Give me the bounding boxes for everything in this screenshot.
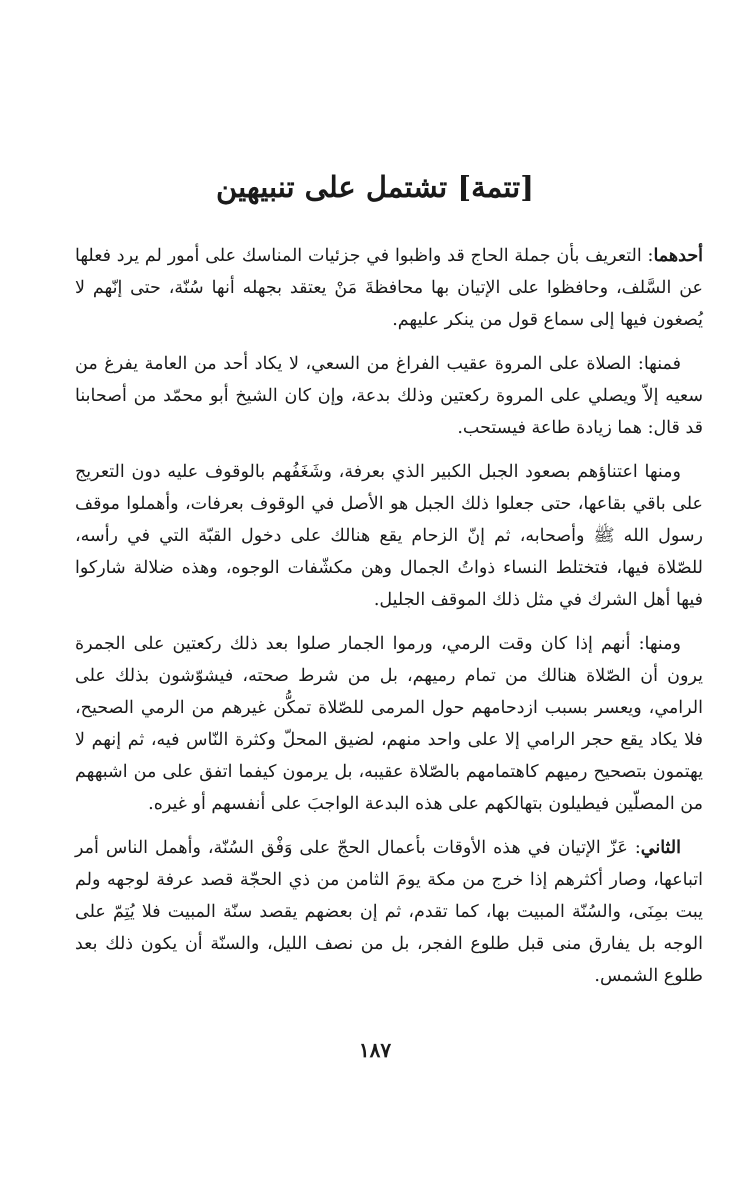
paragraph-1 [75, 240, 703, 336]
paragraph-text: ومنها: أنهم إذا كان وقت الرمي، ورموا الجمار صلوا بعد ذلك ركعتين على الجمرة يرون أن الصّلاة هنالك من تمام رميهم، بل من شرط صحته، فيشوّشون بذلك على الرامي، ويعسر بسبب ازدحامهم حول المرمى للصّلاة تمكُّن غيرهم من الرمي الصحيح، فلا يكاد يقع حجر الرامي إلا على واحد منهم، لضيق المحلّ وكثرة النّاس فيه، ثم إنهم لا يهتمون بتصحيح رميهم كاهتمامهم بالصّلاة عقيبه، بل يرمون كيفما اتفق على من اشبههم من المصلّين فيطيلون بتهالكهم على هذه البدعة الواجبَ على أنفسهم أو غيره. [75, 634, 703, 814]
paragraph-4 [75, 628, 703, 820]
paragraph-3 [75, 456, 703, 616]
paragraph-text: ومنها اعتناؤهم بصعود الجبل الكبير الذي بعرفة، وشَغَفُهم بالوقوف عليه دون التعريج على باقي بقاعها، حتى جعلوا ذلك الجبل هو الأصل في الوقوف بعرفات، وأهملوا موقف رسول الله ﷺ وأصحابه، ثم إنّ الزحام يقع هنالك على دخول القبّة التي في رأسه، للصّلاة فيها، فتختلط النساء ذواتُ الجمال وهن مكشّفات الوجوه، وهذه ضلالة شاركوا فيها أهل الشرك في مثل ذلك الموقف الجليل. [75, 462, 703, 610]
paragraph-lead: الثاني [640, 838, 681, 858]
paragraph-5 [75, 832, 703, 992]
section-title: [تتمة] تشتمل على تنبيهين [216, 170, 534, 204]
paragraph-lead: أحدهما [653, 246, 703, 266]
paragraph-text: فمنها: الصلاة على المروة عقيب الفراغ من السعي، لا يكاد أحد من العامة يفرغ من سعيه إلاّ ويصلي على المروة ركعتين وذلك بدعة، وإن كان الشيخ أبو محمّد من أصحابنا قد قال: هما زيادة طاعة فيستحب. [75, 354, 703, 438]
paragraph-text: : التعريف بأن جملة الحاج قد واظبوا في جزئيات المناسك على أمور لم يرد فعلها عن السَّلف، وحافظوا على الإتيان بها محافظةَ مَنْ يعتقد بجهله أنها سُنّة، حتى إنّهم لا يُصغون فيها إلى سماع قول من ينكر عليهم. [75, 246, 703, 330]
body-text [75, 240, 703, 1004]
page-number: ١٨٧ [358, 1038, 392, 1062]
paragraph-text: : عَزّ الإتيان في هذه الأوقات بأعمال الحجّ على وَفْق السُنّة، وأهمل الناس أمر اتباعها، وصار أكثرهم إذا خرج من مكة يومَ الثامن من ذي الحجّة قصد عرفة لوجهه ولم يبت بمِنَى، والسُنّة المبيت بها، كما تقدم، ثم إن بعضهم يقصد سنّة المبيت فلا يُتِمّ على الوجه بل يفارق منى قبل طلوع الفجر، بل من نصف الليل، والسنّة أن يكون ذلك بعد طلوع الشمس. [75, 838, 703, 986]
paragraph-2 [75, 348, 703, 444]
